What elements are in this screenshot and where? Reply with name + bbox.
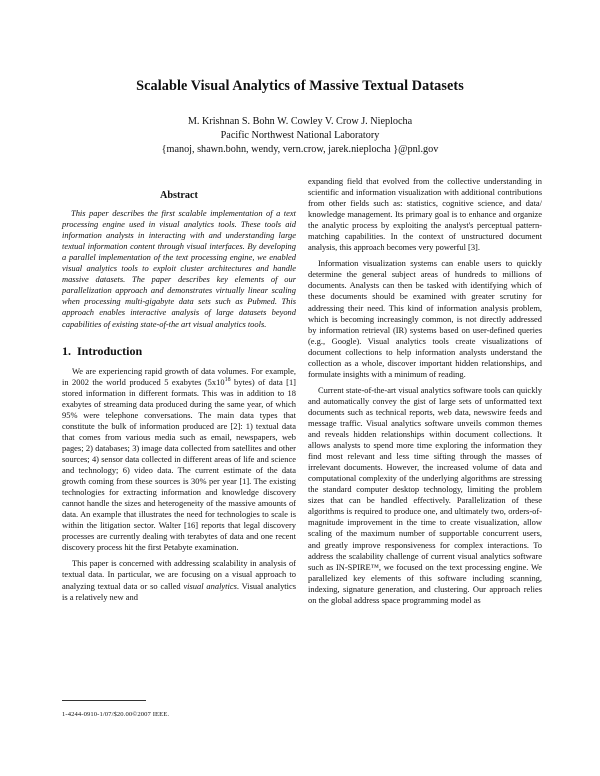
text-run: This paper is concerned with addressing scalability in analysis of textual data. In particular, we are focusing on a visual approach to analyzing textual data or so called — [62, 558, 296, 591]
right-paragraph-2: Information visualization systems can enable users to quickly determine the general subject areas of hundreds to millions of documents. Analysts can then be tasked with identifying which of these documents should be examined with greater scrutiny for addressing their need. This kind of information analysis problem, which is becoming increasingly common, is not directly addressed by information retrieval (IR) systems based on user-defined queries (e.g., Google). Visual analytics tools create visualizations of document collections to help information analysts understand the collection as a whole, discover important hidden relationships, and formulate insights with a minimum of reading. — [308, 258, 542, 379]
intro-paragraph-1 — [62, 366, 296, 554]
author-emails: {manoj, shawn.bohn, wendy, vern.crow, jarek.nieplocha }@pnl.gov — [161, 144, 439, 155]
section-heading-introduction — [62, 343, 296, 358]
text-run: We are experiencing rapid growth of data volumes. For example, in 2002 the world produced 5 exabytes (5x10 — [62, 365, 296, 387]
right-column — [308, 176, 542, 611]
left-column — [62, 190, 296, 608]
emphasis-term: visual analytics — [183, 580, 237, 591]
superscript-exponent: 18 — [224, 376, 231, 383]
author-list: M. Krishnan S. Bohn W. Cowley V. Crow J. Nieplocha — [187, 116, 413, 127]
copyright-footnote: 1-4244-0910-1/07/$20.00©2007 IEEE. — [62, 711, 170, 718]
right-paragraph-1: expanding field that evolved from the collective understanding in scientific and information visualization with additional contributions from other fields such as: statistics, cognitive science, and data/ knowledge management. Its primary goal is to enhance and organize the analytic process by exploiting the analyst's perceptual pattern-matching capabilities. In the context of unstructured document analysis, this approach becomes very powerful [3]. — [308, 176, 542, 253]
section-title: Introduction — [77, 343, 143, 358]
affiliation: Pacific Northwest National Laboratory — [220, 130, 380, 141]
paper-title: Scalable Visual Analytics of Massive Textual Datasets — [136, 78, 464, 94]
abstract-heading: Abstract — [160, 190, 198, 201]
intro-paragraph-2 — [62, 558, 296, 602]
section-number: 1. — [62, 343, 71, 358]
right-paragraph-3: Current state-of-the-art visual analytics software tools can quickly and automatically convey the gist of large sets of unformatted text documents such as technical reports, web data, newswire feeds and message traffic. Visual analytics software unveils common themes and reveals hidden relationships within document collections. It allows analysts to spend more time exploring the information they find most relevant and less time sifting through the masses of irrelevant documents. However, the increased volume of data and computational complexity of the underlying algorithms are stressing the standard computer desktop technology, limiting the problem sizes that can be handled effectively. Parallelization of these algorithms is required to produce one, and ultimately two, orders-of-magnitude improvement in the time to create visualization, allow scaling of the maximum number of supportable concurrent users, and greatly improve responsiveness for complex interactions. To address the scalability challenge of current visual analytics software such as IN-SPIRE™, we focused on the text processing engine. We parallelized key elements of this software including scanning, indexing, signature generation, and clustering. Our approach relies on the global address space programming model as — [308, 384, 542, 605]
footnote-divider — [62, 700, 146, 701]
text-run: bytes) of data [1] stored information in different formats. This was in addition to 18 exabytes of streaming data produced during the same year, of which 95% were telephone conversations. The main data types that constitute the bulk of information produced are [2]: 1) textual data that comes from various media such as email, newspapers, web pages; 2) databases; 3) image data collected from satellites and other sources; 4) sensor data collected in different areas of life and science and technology; 6) video data. The current estimate of the data growth coming from these sources is 30% per year [1]. The existing technologies for extracting information and knowledge discovery cannot handle the sizes and heterogeneity of the massive amounts of data. An example that illustrates the need for technologies to scale is within the litigation sector. Walter [16] reports that legal discovery processes are currently dealing with terabytes of data and one recent discovery process hit the first Petabyte examination. — [62, 376, 296, 553]
abstract-text: This paper describes the first scalable implementation of a text processing engine used in visual analytics tools. These tools aid information analysts in interacting with and understanding large textual information content through visual interfaces. By developing a parallel implementation of the text processing engine, we enabled visual analytics tools to exploit cluster architectures and handle massive datasets. The paper describes key elements of our parallelization approach and demonstrates virtually linear scaling when processing multi-gigabyte data sets such as Pubmed. This approach enables interactive analysis of large datasets beyond capabilities of existing state-of-the art visual analytics tools. — [62, 208, 296, 329]
text-run: . Visual analytics is a relatively new and — [62, 580, 297, 602]
